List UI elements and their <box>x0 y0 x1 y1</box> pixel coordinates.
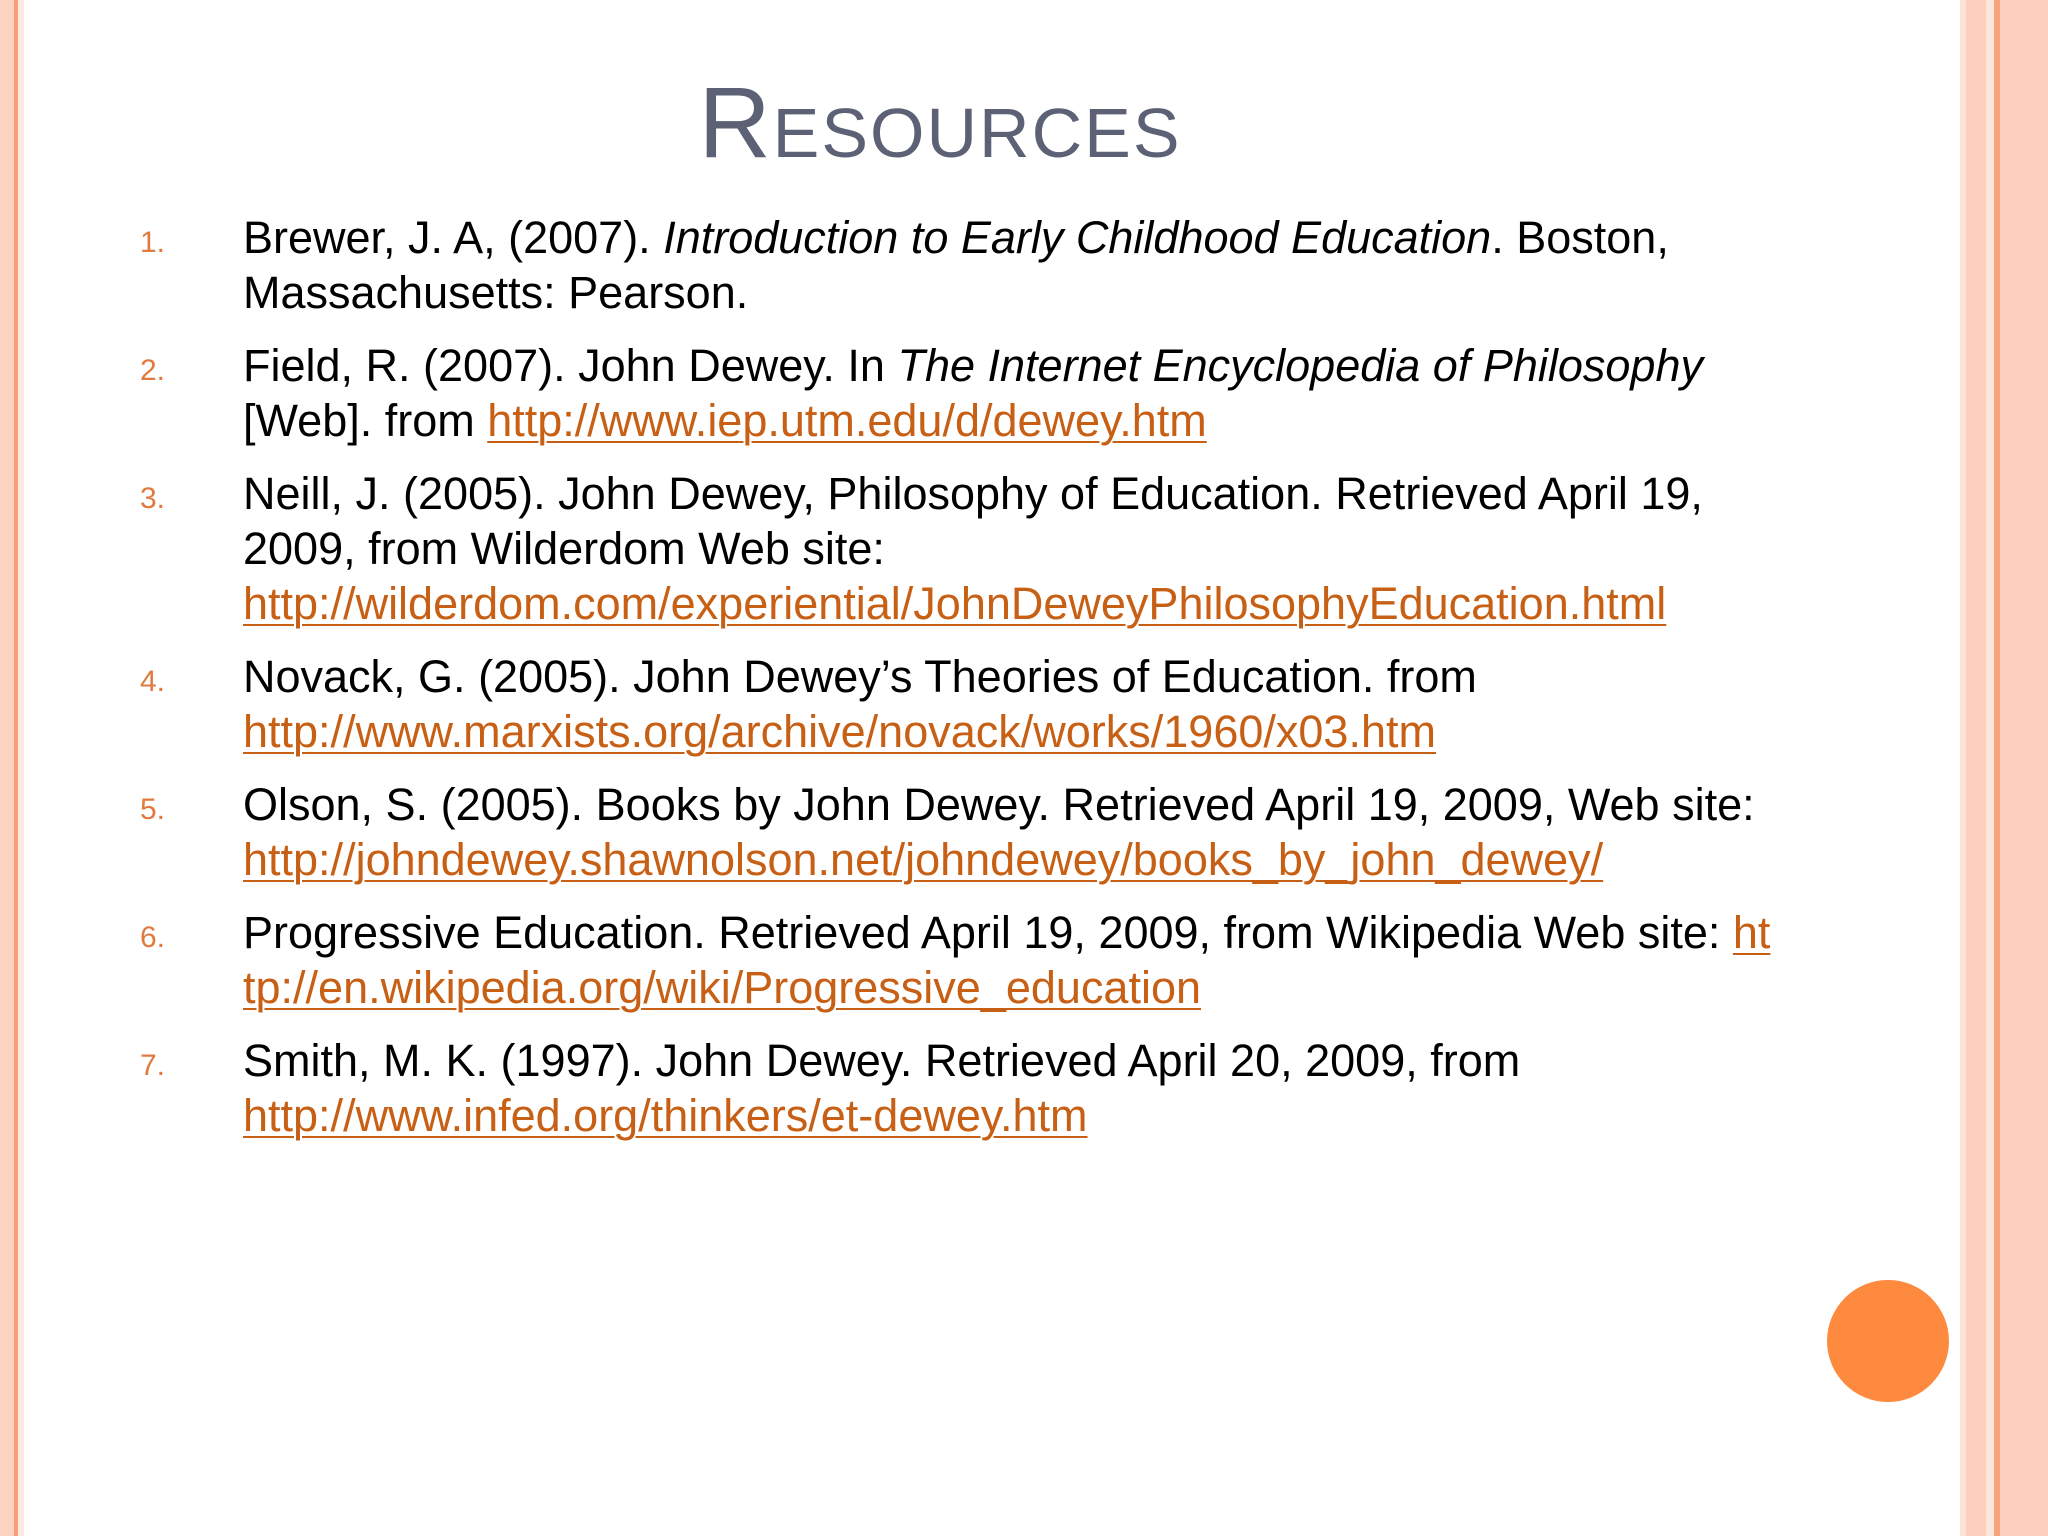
reference-link[interactable]: http://www.marxists.org/archive/novack/works/1960/x03.htm <box>243 706 1436 757</box>
reference-text: [Web]. from <box>243 395 488 446</box>
reference-number: 3. <box>140 482 166 515</box>
reference-item <box>140 905 1780 1015</box>
reference-text: Field, R. (2007). John Dewey. In <box>243 340 898 391</box>
reference-book-title: Introduction to Early Childhood Education <box>663 212 1492 263</box>
slide-title: Resources <box>698 67 1182 179</box>
reference-item <box>140 777 1780 887</box>
reference-work-title: The Internet Encyclopedia of Philosophy <box>897 340 1703 391</box>
reference-link[interactable]: http://www.iep.utm.edu/d/dewey.htm <box>487 395 1207 446</box>
reference-link[interactable]: http://en.wikipedia.org/wiki/Progressive_education <box>243 907 1771 1013</box>
reference-item <box>140 649 1780 759</box>
reference-number: 7. <box>140 1049 166 1082</box>
reference-number: 5. <box>140 793 166 826</box>
reference-item <box>140 1033 1780 1143</box>
reference-number: 4. <box>140 665 166 698</box>
decorative-orange-circle <box>1827 1280 1949 1402</box>
reference-list <box>140 210 1780 1161</box>
reference-item <box>140 466 1780 631</box>
reference-number: 6. <box>140 921 166 954</box>
right-border-stripe <box>1986 0 1994 1536</box>
reference-link[interactable]: http://wilderdom.com/experiential/JohnDeweyPhilosophyEducation.html <box>243 578 1667 629</box>
reference-text: Brewer, J. A, (2007). <box>243 212 664 263</box>
right-border-stripe <box>1966 0 1986 1536</box>
reference-text: Smith, M. K. (1997). John Dewey. Retrieved April 20, 2009, from <box>243 1035 1521 1086</box>
reference-text: Progressive Education. Retrieved April 19, 2009, from Wikipedia Web site: <box>243 907 1733 958</box>
left-border-stripe <box>0 0 14 1536</box>
reference-item <box>140 338 1780 448</box>
reference-link[interactable]: http://www.infed.org/thinkers/et-dewey.htm <box>243 1090 1088 1141</box>
left-border-stripe <box>18 0 24 1536</box>
reference-number: 1. <box>140 226 166 259</box>
reference-text: . Boston, Massachusetts: Pearson. <box>243 212 1669 318</box>
reference-text: Olson, S. (2005). Books by John Dewey. Retrieved April 19, 2009, Web site: <box>243 779 1755 830</box>
reference-text: Neill, J. (2005). John Dewey, Philosophy of Education. Retrieved April 19, 2009, from Wilderdom Web site: <box>243 468 1703 574</box>
reference-number: 2. <box>140 354 166 387</box>
reference-text: Novack, G. (2005). John Dewey’s Theories of Education. from <box>243 651 1477 702</box>
reference-link[interactable]: http://johndewey.shawnolson.net/johndewey/books_by_john_dewey/ <box>243 834 1604 885</box>
reference-item <box>140 210 1780 320</box>
right-border-stripe <box>2000 0 2048 1536</box>
